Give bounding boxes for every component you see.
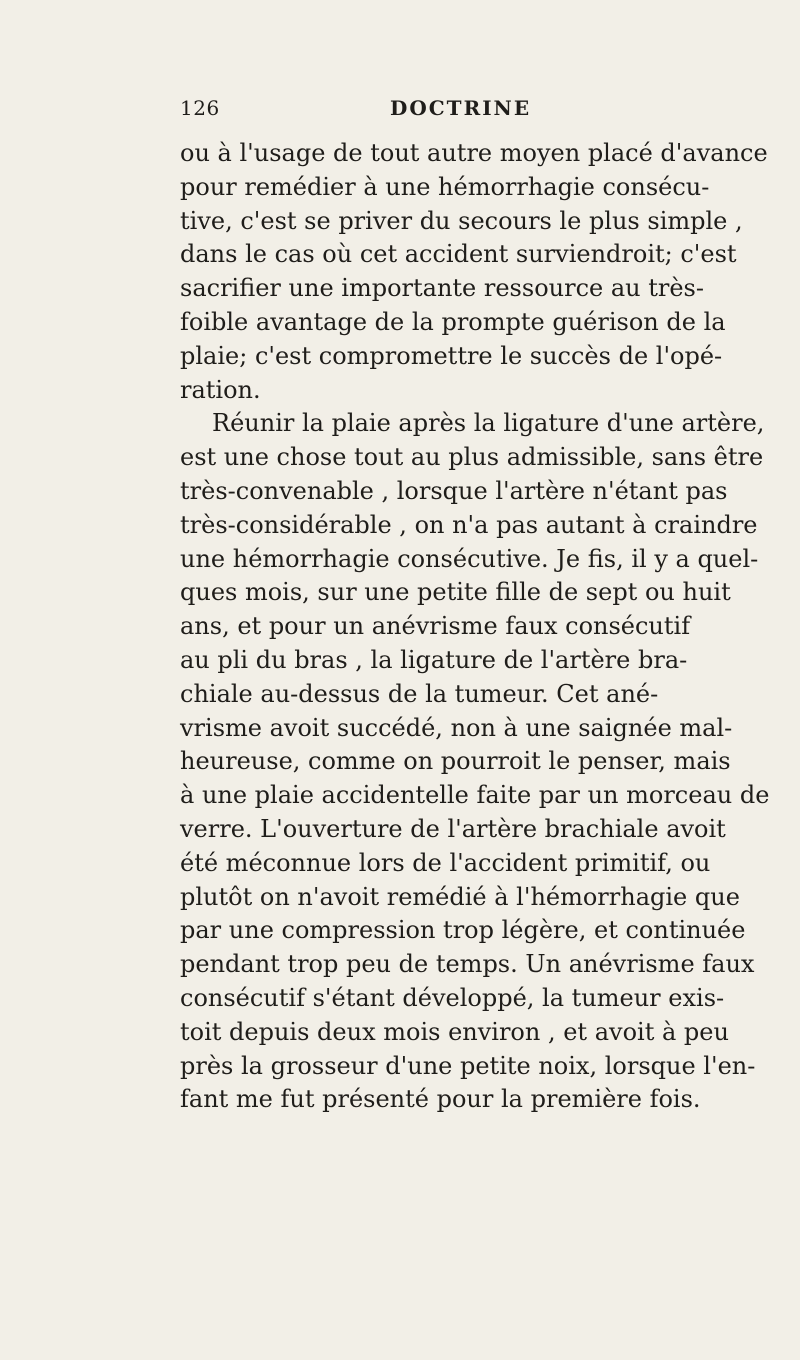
- text-line: Réunir la plaie après la ligature d'une artère,: [212, 409, 765, 438]
- text-line: ans, et pour un anévrisme faux consécutif: [180, 612, 691, 641]
- text-line: au pli du bras , la ligature de l'artère bra-: [180, 645, 688, 674]
- text-line: toit depuis deux mois environ , et avoit à peu: [180, 1017, 729, 1046]
- text-line: sacrifier une importante ressource au très-: [180, 274, 704, 303]
- text-line: été méconnue lors de l'accident primitif, ou: [180, 848, 711, 877]
- text-line: chiale au-dessus de la tumeur. Cet ané-: [180, 679, 659, 708]
- text-line: vrisme avoit succédé, non à une saignée mal-: [180, 713, 733, 742]
- text-line: pendant trop peu de temps. Un anévrisme faux: [180, 950, 755, 979]
- text-line: ques mois, sur une petite fille de sept ou huit: [180, 578, 731, 607]
- text-line: est une chose tout au plus admissible, sans être: [180, 443, 764, 472]
- text-line: plaie; c'est compromettre le succès de l'opé-: [180, 341, 723, 370]
- text-line: foible avantage de la prompte guérison de la: [180, 307, 726, 336]
- body-text: [180, 137, 780, 1117]
- text-line: consécutif s'étant développé, la tumeur exis-: [180, 983, 725, 1012]
- text-line: fant me fut présenté pour la première fois.: [180, 1085, 701, 1114]
- page-header: [180, 96, 640, 120]
- text-line: ration.: [180, 375, 261, 404]
- text-line: par une compression trop légère, et continuée: [180, 916, 746, 945]
- text-line: pour remédier à une hémorrhagie consécu-: [180, 172, 710, 201]
- running-head: DOCTRINE: [390, 96, 532, 120]
- text-line: tive, c'est se priver du secours le plus simple ,: [180, 206, 743, 235]
- text-line: une hémorrhagie consécutive. Je fis, il y a quel-: [180, 544, 759, 573]
- page-number: 126: [180, 96, 220, 120]
- text-line: près la grosseur d'une petite noix, lorsque l'en-: [180, 1051, 756, 1080]
- text-line: très-convenable , lorsque l'artère n'étant pas: [180, 476, 728, 505]
- text-line: heureuse, comme on pourroit le penser, mais: [180, 747, 731, 776]
- text-line: très-considérable , on n'a pas autant à craindre: [180, 510, 758, 539]
- text-line: à une plaie accidentelle faite par un morceau de: [180, 781, 770, 810]
- text-line: ou à l'usage de tout autre moyen placé d'avance: [180, 139, 768, 167]
- text-line: verre. L'ouverture de l'artère brachiale avoit: [180, 814, 726, 843]
- text-line: dans le cas où cet accident surviendroit; c'est: [180, 240, 737, 269]
- text-line: plutôt on n'avoit remédié à l'hémorrhagie que: [180, 882, 740, 911]
